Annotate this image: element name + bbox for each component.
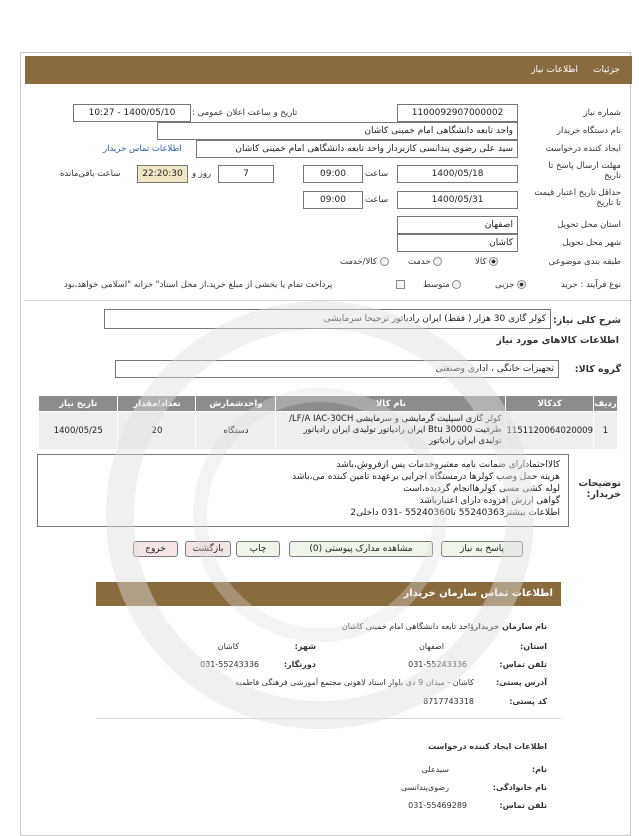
- cell-name: کولر گازی اسپلیت گرمایشی و سرمایشی LF/A IAC-30CH/ ظرفیت Btu 30000 ایران رادیاتور تولیدی ایران رادیاتور تولیدی ایران رادیاتور: [276, 412, 506, 450]
- radio-icon: [380, 257, 389, 266]
- contact-header: اطلاعات تماس سازمان خریدار: [96, 582, 561, 606]
- creator-name: سیدعلی: [421, 765, 449, 774]
- contact-city: کاشان: [217, 642, 239, 651]
- need-number-field: 1100092907000002: [397, 104, 518, 122]
- deadline-time-field: 09:00: [303, 165, 363, 183]
- summary-label: شرح کلی نیاز:: [552, 315, 621, 326]
- announce-field: 1400/05/10 - 10:27: [73, 104, 191, 122]
- nav-details-link[interactable]: جزئیات: [593, 65, 620, 75]
- category-option-service-label: خدمت: [408, 257, 431, 267]
- nav-bar: [25, 56, 632, 84]
- province-label: استان محل تحویل: [557, 220, 621, 230]
- category-option-goods-label: کالا: [475, 257, 487, 267]
- exit-button[interactable]: خروج: [133, 541, 178, 557]
- deadline-label: مهلت ارسال پاسخ تا تاریخ: [548, 161, 621, 181]
- reply-button[interactable]: پاسخ به نیاز: [441, 541, 523, 557]
- radio-icon: [433, 257, 442, 266]
- category-option-service[interactable]: [408, 257, 442, 267]
- divider: [24, 300, 632, 301]
- validity-hour-label: ساعت: [365, 195, 389, 205]
- nav-info-link[interactable]: اطلاعات نیاز: [531, 65, 578, 75]
- category-option-goods[interactable]: [475, 257, 498, 267]
- remaining-time-field: 22:20:30: [137, 165, 188, 183]
- goods-table: [38, 395, 618, 450]
- creator-phone-label: تلفن تماس:: [499, 801, 547, 810]
- summary-field: کولر گازی 30 هزار ( فقط) ایران رادیاتور ترجیحا سرمایشی: [104, 309, 551, 329]
- col-code: کدکالا: [506, 396, 594, 412]
- creator-field: سید علی رضوی پندانسی کاربرداز واحد تابعه دانشگاهی امام خمینی کاشان: [196, 140, 518, 158]
- creator-family-label: نام خانوادگی:: [492, 783, 547, 792]
- province-field: اصفهان: [397, 216, 518, 234]
- creator-family: رضوی‌پندانسی: [400, 783, 449, 792]
- need-number-label: شماره نیاز: [583, 108, 621, 118]
- radio-selected-icon: [517, 280, 526, 289]
- buyer-notes-label: توضیحات خریدار:: [578, 478, 621, 500]
- contact-province-label: استان:: [520, 642, 547, 651]
- buyer-notes-box: [37, 454, 569, 527]
- process-option-medium-label: متوسط: [423, 280, 450, 290]
- cell-code: 1151120064020009: [506, 412, 594, 450]
- deadline-date-field: 1400/05/18: [397, 165, 518, 183]
- contact-phone-label: تلفن تماس:: [499, 660, 547, 669]
- buyer-contact-link[interactable]: اطلاعات تماس خریدار: [103, 144, 182, 154]
- note-line: گواهی ارزش افزوده دارای اعتبارباشد: [419, 496, 560, 506]
- process-label: نوع فرآیند : خرید: [560, 280, 621, 290]
- announce-label: تاریخ و ساعت اعلان عمومی :: [192, 108, 298, 118]
- cell-row: 1: [594, 412, 618, 450]
- contact-fax-label: دورنگار:: [283, 660, 316, 669]
- validity-time-field: 09:00: [303, 191, 363, 209]
- category-label: طبقه بندی موضوعی: [548, 257, 621, 267]
- process-option-medium[interactable]: [423, 280, 461, 290]
- city-field: کاشان: [397, 234, 518, 252]
- process-option-minor[interactable]: [495, 280, 526, 290]
- col-unit: واحدشمارش: [196, 396, 276, 412]
- contact-city-label: شهر:: [294, 642, 316, 651]
- process-option-minor-label: جزیی: [495, 280, 515, 290]
- cell-unit: دستگاه: [196, 412, 276, 450]
- col-qty: تعداد/مقدار: [118, 396, 196, 412]
- contact-phone: 031-55243336: [408, 660, 467, 669]
- col-row: ردیف: [594, 396, 618, 412]
- creator-name-label: نام:: [531, 765, 547, 774]
- group-field: تجهیزات خانگی ، اداری وصنعتی: [115, 360, 559, 378]
- buyer-org-field: واحد تابعه دانشگاهی امام خمینی کاشان: [157, 122, 518, 140]
- goods-title: اطلاعات کالاهای مورد نیاز: [496, 335, 619, 346]
- cell-qty: 20: [118, 412, 196, 450]
- remaining-label: ساعت باقی‌مانده: [60, 169, 121, 179]
- back-button[interactable]: بازگشت: [185, 541, 231, 557]
- divider: [96, 718, 561, 719]
- note-line: اطلاعات بیشتر55240363 تا55240360 -031 داخلی2: [350, 508, 560, 518]
- radio-icon: [452, 280, 461, 289]
- contact-org-label: نام سازمان خریدار:: [470, 622, 547, 631]
- table-row: [39, 412, 618, 450]
- note-line: لوله کشی مسی کولرهاانجام گردیده،است: [403, 484, 560, 494]
- payment-checkbox[interactable]: [396, 280, 405, 289]
- contact-fax: 031-55243336: [200, 660, 259, 669]
- contact-address-label: آدرس پستی:: [496, 678, 547, 687]
- col-name: نام کالا: [276, 396, 506, 412]
- validity-label: حداقل تاریخ اعتبار قیمت تا تاریخ: [534, 188, 621, 208]
- creator-phone: 031-55469289: [408, 801, 467, 810]
- contact-postal-label: کد پستی:: [509, 697, 547, 706]
- days-label: روز و: [192, 169, 212, 179]
- deadline-hour-label: ساعت: [365, 169, 389, 179]
- category-option-both-label: کالا/خدمت: [340, 257, 377, 267]
- buyer-org-label: نام دستگاه خریدار: [556, 126, 621, 136]
- contact-address: کاشان - میدان 9 دی بلوار استاد لاهوتی مجتمع آموزشی فرهنگی فاطمیه: [235, 678, 474, 687]
- radio-selected-icon: [489, 257, 498, 266]
- category-option-both[interactable]: [340, 257, 389, 267]
- col-date: تاریخ نیاز: [39, 396, 118, 412]
- contact-postal: 8717743318: [423, 697, 474, 706]
- cell-date: 1400/05/25: [39, 412, 118, 450]
- group-label: گروه کالا:: [574, 364, 621, 375]
- creator-info-title: اطلاعات ایجاد کننده درخواست: [428, 742, 547, 751]
- attachments-button[interactable]: مشاهده مدارک پیوستی (0): [289, 541, 433, 557]
- city-label: شهر محل تحویل: [562, 238, 621, 248]
- creator-label: ایجاد کننده درخواست: [545, 144, 621, 154]
- contact-org: واحد تابعه دانشگاهی امام خمینی کاشان: [341, 622, 474, 631]
- payment-note: پرداخت تمام یا بخشی از مبلغ خرید،از محل اسناد" خزانه "اسلامی خواهد،بود: [64, 280, 333, 290]
- note-line: هزینه حمل وصب کولرها درمستگاه اجرایی برعهده تامین کننده می،باشد: [292, 472, 560, 482]
- note-line: کالااحتمادارای ضمانت نامه معتبروخدمات پس ازفروش،باشد: [336, 460, 560, 470]
- contact-province: اصفهان: [418, 642, 444, 651]
- remaining-days-field: 7: [218, 165, 274, 183]
- print-button[interactable]: چاپ: [236, 541, 280, 557]
- validity-date-field: 1400/05/31: [397, 191, 518, 209]
